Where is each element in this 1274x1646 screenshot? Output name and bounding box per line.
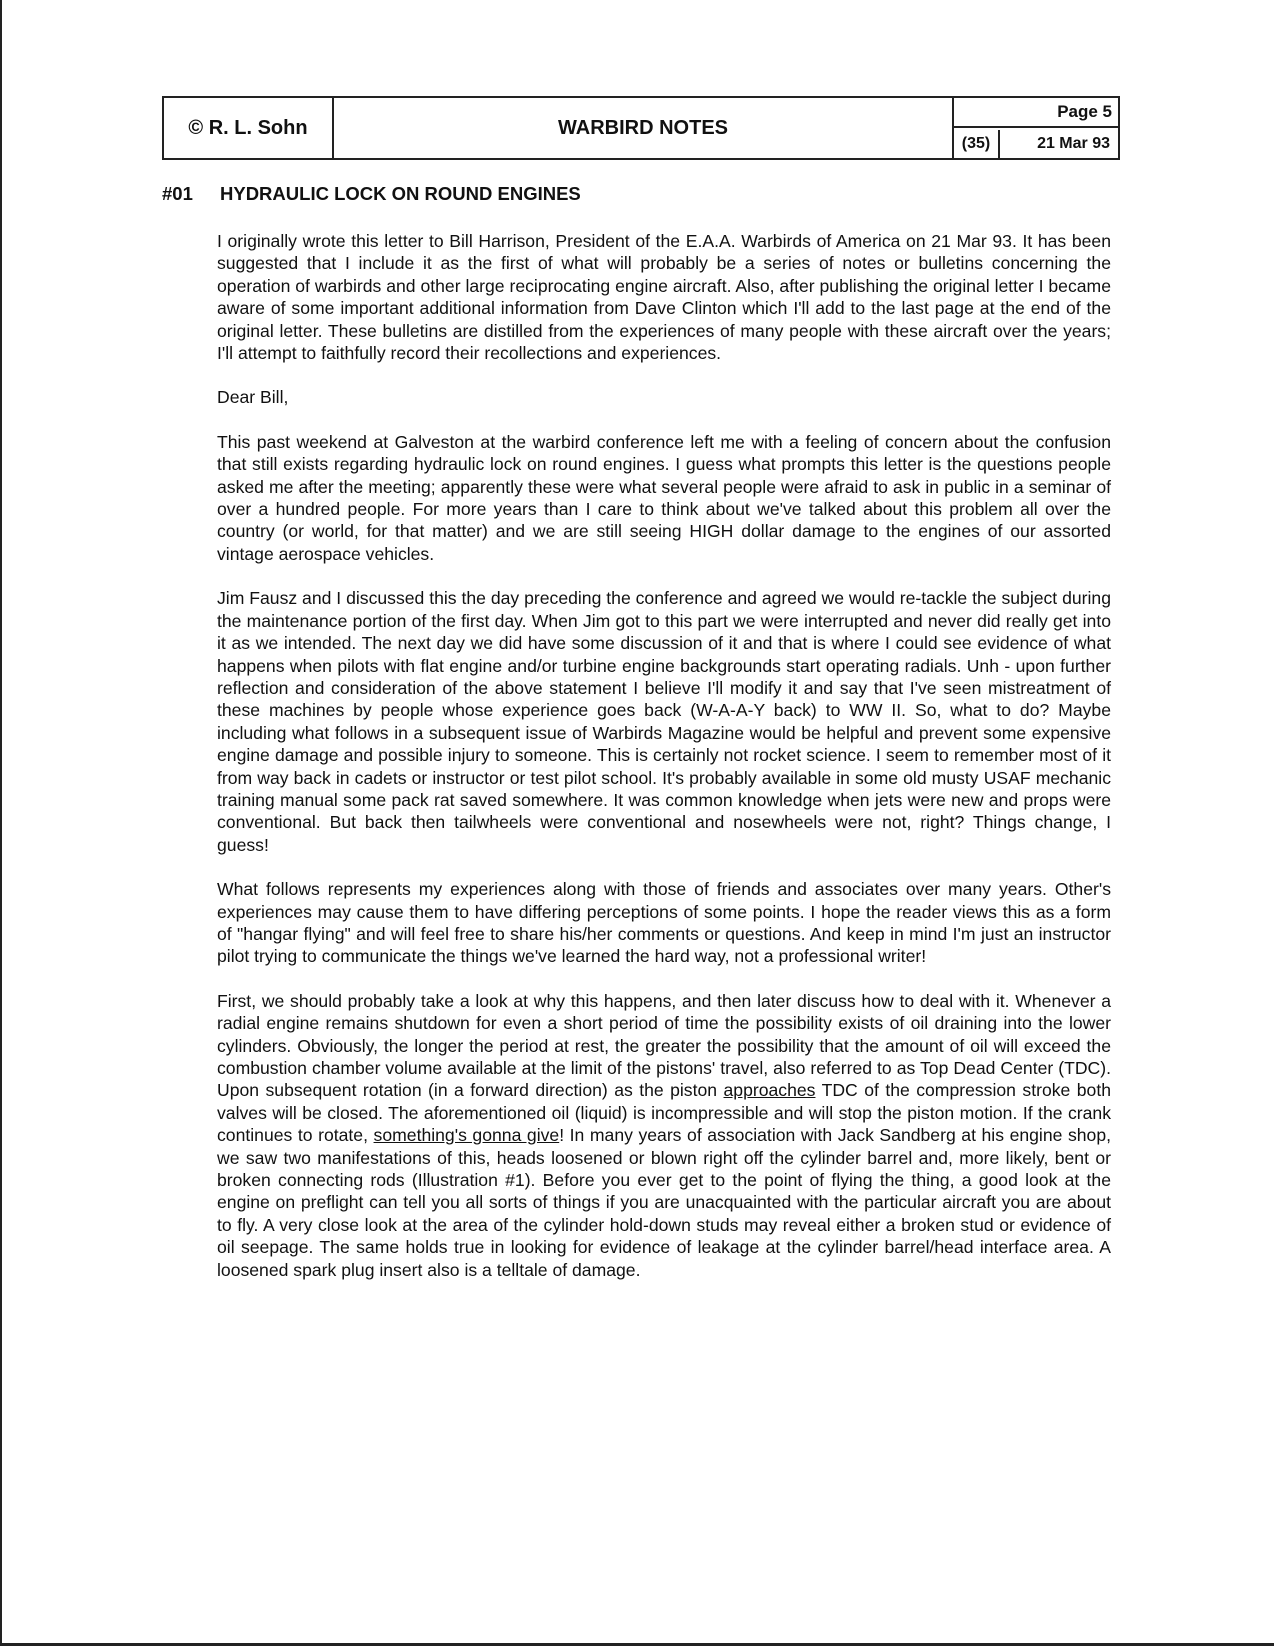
paragraph-4-part-b: TDC of the compression stroke both valves will be closed. The aforementioned oil (liquid) is incompressible and will stop the piston motion. If the crank continues to rotate, <box>217 1080 1111 1146</box>
salutation: Dear Bill, <box>217 387 289 408</box>
paragraph-4-part-a: First, we should probably take a look at why this happens, and then later discuss how to deal with it. Whenever a radial engine remains shutdown for even a short period of time the possibility exists of oil draining into the lower cylinders. Obviously, the longer the period at rest, the greater the possibility that the amount of oil will exceed the combustion chamber volume available at the limit of the pistons' travel, also referred to as Top Dead Center (TDC). Upon subsequent rotation (in a forward direction) as the piston <box>217 990 1111 1101</box>
section-number: #01 <box>162 183 193 204</box>
header-title: WARBIRD NOTES <box>558 116 728 139</box>
section-title: HYDRAULIC LOCK ON ROUND ENGINES <box>220 183 581 204</box>
section-heading <box>162 183 581 205</box>
header-meta <box>952 98 1120 158</box>
paragraph-4-part-c: ! In many years of association with Jack Sandberg at his engine shop, we saw two manifestations of this, heads loosened or blown right off the cylinder barrel and, more likely, bent or broken connecting rods (Illustration #1). Before you ever get to the point of flying the thing, a good look at the engine on preflight can tell you all sorts of things if you are unacquainted with the particular aircraft you are about to fly. A very close look at the area of the cylinder hold-down studs may reveal either a broken stud or evidence of oil seepage. The same holds true in looking for evidence of leakage at the cylinder barrel/head interface area. A loosened spark plug insert also is a telltale of damage. <box>217 1125 1112 1280</box>
intro-paragraph: I originally wrote this letter to Bill Harrison, President of the E.A.A. Warbirds of America on 21 Mar 93. It has been suggested that I include it as the first of what will probably be a series of notes or bulletins concerning the operation of warbirds and other large reciprocating engine aircraft. Also, after publishing the original letter I became aware of some important additional information from Dave Clinton which I'll add to the last page at the end of the original letter. These bulletins are distilled from the experiences of many people with these aircraft over the years; I'll attempt to faithfully record their recollections and experiences. <box>217 231 1111 364</box>
header-issue-number: (35) <box>954 130 1000 158</box>
paragraph-4 <box>217 990 1111 1281</box>
document-header <box>162 96 1120 160</box>
paragraph-2: Jim Fausz and I discussed this the day preceding the conference and agreed we would re-tackle the subject during the maintenance portion of the first day. When Jim got to this part we were interrupted and never did really get into it as we intended. The next day we did have some discussion of it and that is where I could see evidence of what happens when pilots with flat engine and/or turbine engine backgrounds start operating radials. Unh - upon further reflection and consideration of the above statement I believe I'll modify it and say that I've seen mistreatment of these machines by people whose experience goes back (W-A-A-Y back) to WW II. So, what to do? Maybe including what follows in a subsequent issue of Warbirds Magazine would be helpful and prevent some expensive engine damage and possible injury to someone. This is certainly not rocket science. I seem to remember most of it from way back in cadets or instructor or test pilot school. It's probably available in some old musty USAF mechanic training manual some pack rat saved somewhere. It was common knowledge when jets were new and props were conventional. But back then tailwheels were conventional and nosewheels were not, right? Things change, I guess! <box>217 588 1111 855</box>
header-date: 21 Mar 93 <box>1037 135 1110 152</box>
paragraph-1: This past weekend at Galveston at the warbird conference left me with a feeling of concern about the confusion that still exists regarding hydraulic lock on round engines. I guess what prompts this letter is the questions people asked me after the meeting; apparently these were what several people were afraid to ask in public in a seminar of over a hundred people. For more years than I care to think about we've talked about this problem all over the country (or world, for that matter) and we are still seeing HIGH dollar damage to the engines of our assorted vintage aerospace vehicles. <box>217 431 1111 564</box>
underlined-approaches: approaches <box>723 1080 816 1101</box>
underlined-somethings-gonna-give: something's gonna give <box>373 1125 560 1146</box>
page-edge-left <box>0 0 2 1646</box>
paragraph-3: What follows represents my experiences along with those of friends and associates over many years. Other's experiences may cause them to have differing perceptions of some points. I hope the reader views this as a form of "hangar flying" and will feel free to share his/her comments or questions. And keep in mind I'm just an instructor pilot trying to communicate the things we've learned the hard way, not a professional writer! <box>217 879 1111 967</box>
header-author: © R. L. Sohn <box>164 98 334 158</box>
body-text <box>217 230 1111 1303</box>
header-page-number: Page 5 <box>954 98 1120 128</box>
